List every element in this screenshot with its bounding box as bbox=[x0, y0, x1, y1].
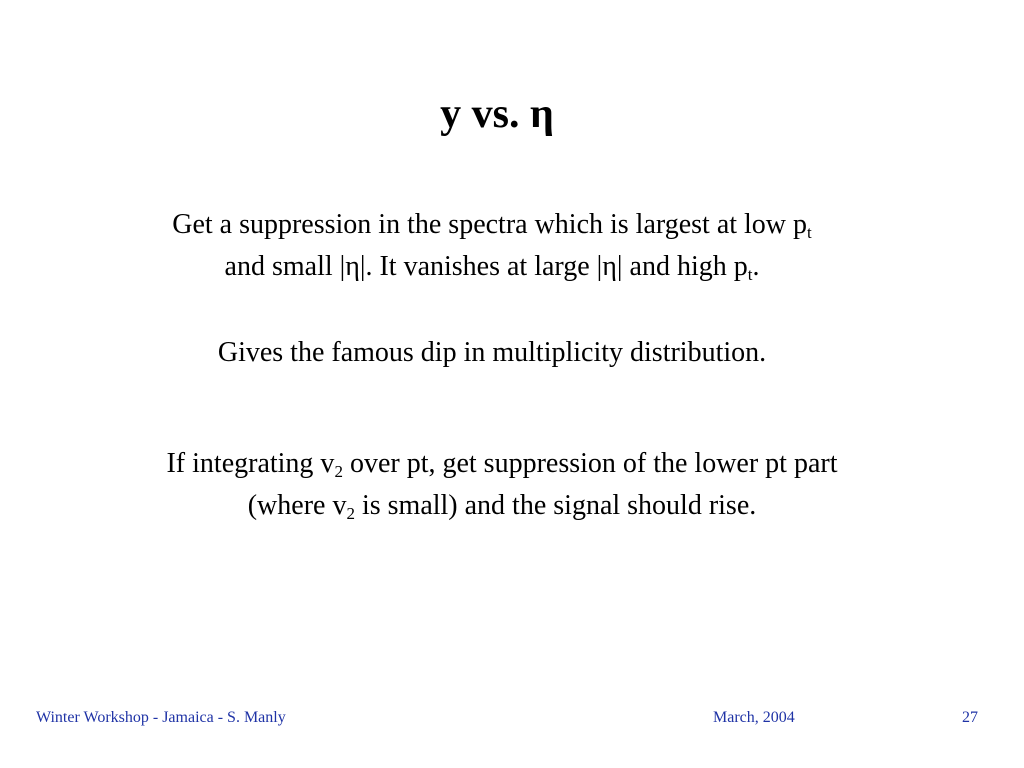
paragraph-suppression bbox=[0, 204, 984, 288]
slide-title: y vs. η bbox=[440, 91, 554, 137]
line-text: Get a suppression in the spectra which is largest at low p bbox=[172, 209, 808, 240]
paragraph-line bbox=[0, 485, 1004, 527]
paragraph-line bbox=[0, 204, 984, 246]
line-text: and small |η|. It vanishes at large |η| and high p bbox=[224, 251, 748, 282]
line-text: . bbox=[752, 251, 760, 282]
subscript: 2 bbox=[346, 504, 355, 523]
footer-workshop: Winter Workshop - Jamaica - S. Manly bbox=[36, 709, 286, 726]
line-text: is small) and the signal should rise. bbox=[354, 490, 757, 521]
subscript: 2 bbox=[334, 462, 343, 481]
line-text: over pt, get suppression of the lower pt part bbox=[342, 448, 838, 479]
footer-page-number: 27 bbox=[962, 709, 978, 726]
subscript: t bbox=[747, 265, 753, 284]
line-text: (where v bbox=[247, 490, 347, 521]
line-text: If integrating v bbox=[166, 448, 335, 479]
paragraph-line bbox=[0, 246, 984, 288]
footer-date: March, 2004 bbox=[713, 709, 795, 726]
paragraph-dip bbox=[0, 332, 984, 374]
paragraph-v2-integration bbox=[0, 443, 1004, 527]
subscript: t bbox=[807, 223, 812, 242]
paragraph-line: Gives the famous dip in multiplicity distribution. bbox=[217, 337, 767, 368]
paragraph-line bbox=[0, 443, 1004, 485]
